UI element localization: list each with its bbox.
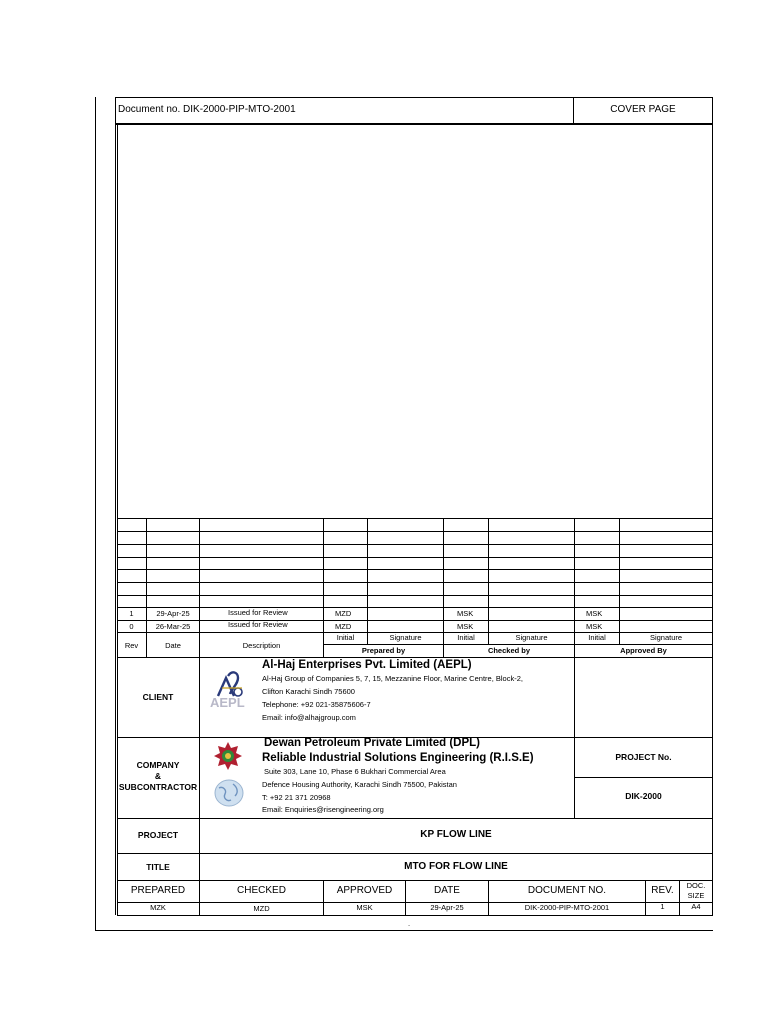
top-border: [115, 97, 713, 98]
rev-grid-line: [117, 582, 713, 583]
doc-size-value: A4: [691, 902, 701, 911]
header-bottom-border: [115, 123, 713, 125]
rev-grid-line: [117, 657, 713, 658]
title-grid-line: [117, 902, 713, 903]
rev-col-header: Rev: [124, 641, 139, 650]
aepl-logo-text: AEPL: [210, 695, 245, 710]
rev-grid-col: [367, 518, 368, 645]
approved-by-header: Approved By: [620, 646, 667, 655]
rev-grid-col: [488, 518, 489, 645]
company-telephone: T: +92 21 371 20968: [262, 793, 331, 802]
rev-grid-line: [117, 544, 713, 545]
doc-size-label-2: SIZE: [687, 891, 705, 900]
prepared-value: MZK: [150, 903, 166, 912]
dpl-logo: [213, 741, 243, 773]
prepared-initial-header: Initial: [336, 633, 355, 642]
bottom-dot: .: [408, 919, 411, 928]
rev-row-1-checked: MSK: [457, 609, 474, 618]
rev-row-0-checked: MSK: [457, 622, 474, 631]
rev-row-0-date: 26-Mar-25: [155, 622, 191, 631]
title-grid-line: [117, 915, 713, 916]
checked-initial-header: Initial: [457, 633, 475, 642]
company-label: COMPANY: [136, 760, 180, 770]
rev-grid-line: [117, 620, 713, 621]
rev-grid-line: [117, 557, 713, 558]
approved-label: APPROVED: [336, 885, 393, 896]
rev-grid-line: [117, 607, 713, 608]
project-label: PROJECT: [137, 830, 179, 840]
project-no-label: PROJECT No.: [615, 752, 672, 762]
prepared-label: PREPARED: [130, 885, 186, 896]
right-border: [712, 97, 713, 915]
document-no-value: DIK-2000-PIP-MTO-2001: [524, 903, 610, 912]
rev-grid-col: [199, 518, 200, 658]
prepared-signature-header: Signature: [389, 633, 422, 642]
rev-row-1-date: 29-Apr-25: [156, 609, 190, 618]
approved-initial-header: Initial: [588, 633, 606, 642]
rev-row-0-description: Issued for Review: [228, 620, 288, 629]
document-number-header: Document no. DIK-2000-PIP-MTO-2001: [118, 104, 296, 115]
outer-left-border: [95, 97, 96, 931]
project-value: KP FLOW LINE: [420, 829, 492, 840]
rev-row-0-rev: 0: [129, 622, 134, 631]
rev-grid-col: [619, 518, 620, 645]
inner-left-border: [115, 97, 116, 915]
client-address-2: Clifton Karachi Sindh 75600: [262, 687, 355, 696]
company-name-1: Dewan Petroleum Private Limited (DPL): [264, 737, 480, 749]
company-name-2: Reliable Industrial Solutions Engineering (R.I.S.E): [262, 752, 534, 764]
rev-grid-col: [146, 518, 147, 658]
project-no-value: DIK-2000: [625, 791, 662, 801]
document-no-label: DOCUMENT NO.: [527, 885, 607, 896]
rise-globe-logo: [213, 778, 245, 808]
rev-grid-line: [117, 595, 713, 596]
doc-size-label-1: DOC.: [686, 881, 706, 890]
prepared-by-header: Prepared by: [361, 646, 406, 655]
rev-row-1-description: Issued for Review: [228, 608, 288, 617]
checked-value: MZD: [253, 904, 270, 913]
checked-signature-header: Signature: [515, 633, 548, 642]
rev-grid-line: [117, 569, 713, 570]
client-telephone: Telephone: +92 021-35875606-7: [262, 700, 371, 709]
title-label: TITLE: [146, 862, 170, 872]
rev-grid-line: [117, 531, 713, 532]
subcontractor-label: SUBCONTRACTOR: [118, 782, 198, 792]
title-grid-col: [199, 657, 200, 881]
company-address-2: Defence Housing Authority, Karachi Sindh 75500, Pakistan: [262, 780, 457, 789]
client-address-1: Al-Haj Group of Companies 5, 7, 15, Mezzanine Floor, Marine Centre, Block-2,: [262, 674, 523, 683]
rev-value: 1: [660, 902, 665, 911]
company-address-1: Suite 303, Lane 10, Phase 6 Bukhari Commercial Area: [264, 767, 446, 776]
inner-left-border-double: [117, 124, 118, 916]
rev-row-0-approved: MSK: [586, 622, 603, 631]
title-grid-line: [117, 853, 713, 854]
title-value: MTO FOR FLOW LINE: [404, 861, 508, 872]
rev-grid-line: [323, 644, 713, 645]
title-grid-line: [574, 777, 713, 778]
rev-grid-line: [117, 518, 713, 519]
checked-label: CHECKED: [237, 885, 286, 896]
rev-row-1-approved: MSK: [586, 609, 603, 618]
date-label: DATE: [434, 885, 460, 896]
client-email: Email: info@alhajgroup.com: [262, 713, 356, 722]
approved-signature-header: Signature: [649, 633, 683, 642]
aepl-logo: [208, 666, 256, 710]
client-name: Al-Haj Enterprises Pvt. Limited (AEPL): [262, 659, 472, 671]
rev-row-0-prepared: MZD: [335, 622, 352, 631]
title-grid-line: [117, 880, 713, 881]
cover-page-label: COVER PAGE: [610, 104, 676, 115]
rev-row-1-rev: 1: [129, 609, 134, 618]
rev-label: REV.: [651, 885, 674, 896]
date-value: 29-Apr-25: [430, 903, 464, 912]
date-col-header: Date: [165, 641, 181, 650]
company-email: Email: Enquiries@risengineering.org: [262, 805, 384, 814]
rev-row-1-prepared: MZD: [335, 609, 352, 618]
client-label: CLIENT: [142, 692, 174, 702]
checked-by-header: Checked by: [487, 646, 531, 655]
approved-value: MSK: [356, 903, 373, 912]
company-ampersand: &: [154, 771, 162, 781]
title-grid-line: [117, 818, 713, 819]
outer-bottom-border: [95, 930, 713, 931]
description-col-header: Description: [242, 641, 281, 650]
